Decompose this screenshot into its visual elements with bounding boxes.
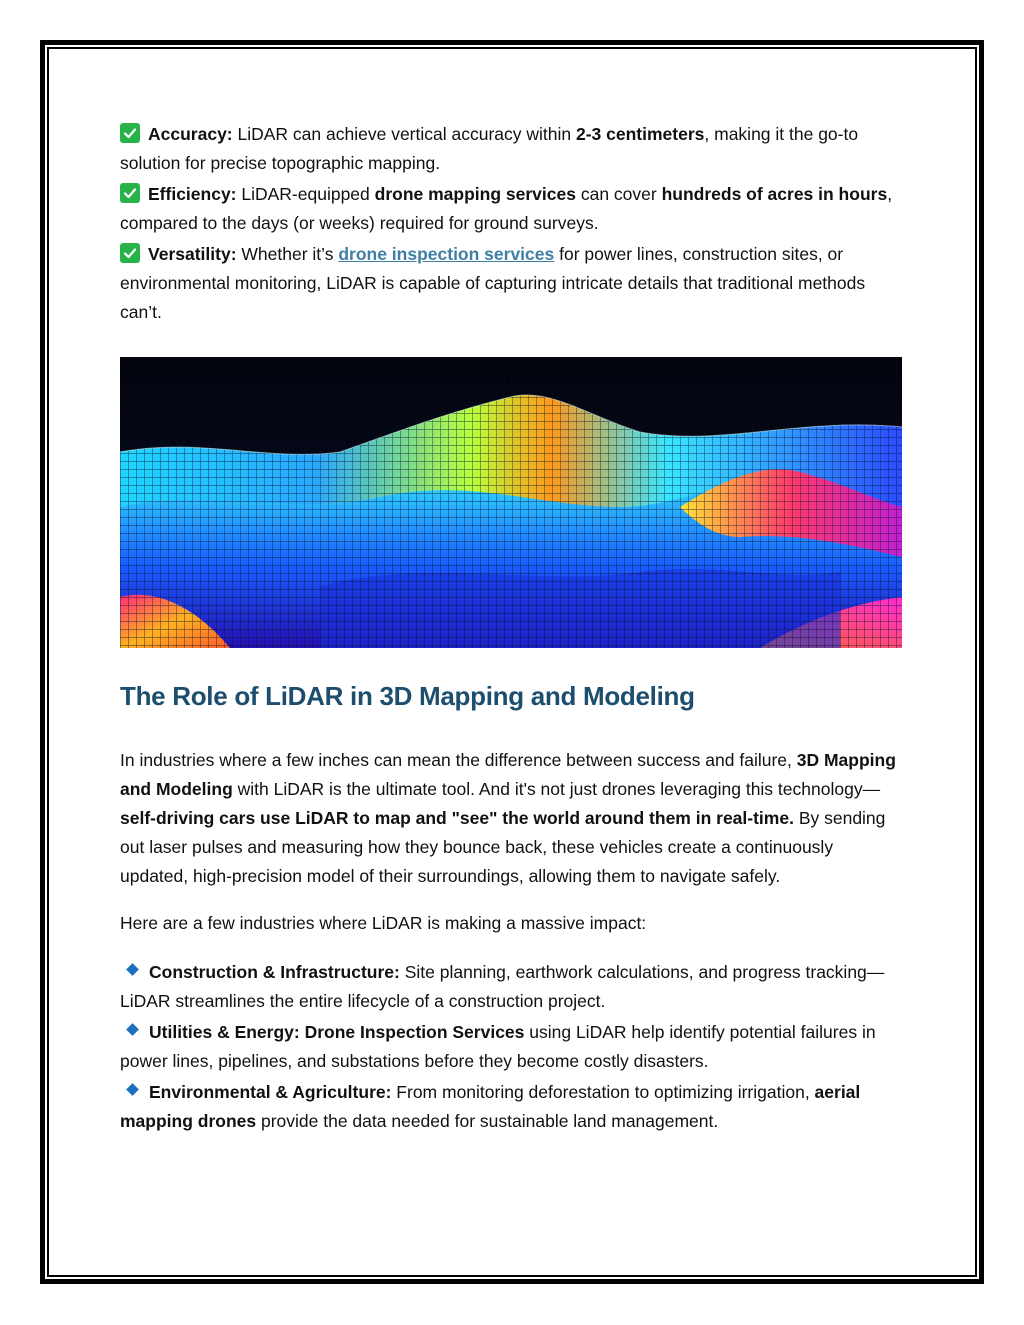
industry-item-environmental <box>120 1078 904 1136</box>
industry-text: From monitoring deforestation to optimizing irrigation, <box>391 1082 815 1102</box>
industry-label: Environmental & Agriculture: <box>149 1082 392 1102</box>
benefit-bold: hundreds of acres in hours <box>661 184 888 204</box>
benefit-item-accuracy <box>120 120 904 178</box>
industry-text: Site planning, earthwork calculations, and progress tracking—LiDAR streamlines the entire lifecycle of a construction project. <box>120 962 885 1011</box>
drone-inspection-services-link[interactable]: drone inspection services <box>338 244 555 264</box>
lidar-terrain-image <box>120 357 902 648</box>
benefit-label: Versatility: <box>148 244 237 264</box>
industry-text: using LiDAR help identify potential failures in power lines, pipelines, and substations before they become costly disasters. <box>120 1022 876 1071</box>
industries-list <box>120 958 904 1136</box>
paragraph-text: In industries where a few inches can mean the difference between success and failure, <box>120 750 797 770</box>
check-mark-icon <box>120 123 140 143</box>
benefit-label: Efficiency: <box>148 184 237 204</box>
diamond-bullet-icon <box>126 963 139 976</box>
benefit-text: , compared to the days (or weeks) required for ground surveys. <box>120 184 893 233</box>
benefit-text: LiDAR can achieve vertical accuracy within <box>232 124 576 144</box>
benefit-item-efficiency <box>120 180 904 238</box>
benefit-label: Accuracy: <box>148 124 233 144</box>
section-heading: The Role of LiDAR in 3D Mapping and Modeling <box>120 681 695 711</box>
benefit-text: for power lines, construction sites, or environmental monitoring, LiDAR is capable of capturing intricate details that traditional methods can’t. <box>120 244 866 322</box>
check-mark-icon <box>120 183 140 203</box>
industry-text: provide the data needed for sustainable land management. <box>256 1111 719 1131</box>
paragraph-text: with LiDAR is the ultimate tool. And it's not just drones leveraging this technology— <box>232 779 881 799</box>
benefit-text: Whether it’s <box>236 244 339 264</box>
benefits-list <box>120 120 904 327</box>
check-mark-icon <box>120 243 140 263</box>
diamond-bullet-icon <box>126 1083 139 1096</box>
section-paragraph <box>120 746 904 891</box>
paragraph-bold: self-driving cars use LiDAR to map and "see" the world around them in real-time. <box>120 808 794 828</box>
industry-item-construction <box>120 958 904 1016</box>
benefit-text: can cover <box>575 184 662 204</box>
benefit-bold: 2-3 centimeters <box>575 124 705 144</box>
paragraph-text: By sending out laser pulses and measuring how they bounce back, these vehicles create a continuously updated, high-precision model of their surroundings, allowing them to navigate safely. <box>120 808 886 886</box>
industry-bold: aerial mapping drones <box>120 1082 861 1131</box>
industry-label: Construction & Infrastructure: <box>149 962 400 982</box>
industries-intro: Here are a few industries where LiDAR is making a massive impact: <box>120 913 647 933</box>
diamond-bullet-icon <box>126 1023 139 1036</box>
benefit-item-versatility <box>120 240 904 327</box>
page-content <box>120 120 904 1138</box>
benefit-text: LiDAR-equipped <box>236 184 375 204</box>
industry-label: Utilities & Energy: Drone Inspection Services <box>149 1022 525 1042</box>
industry-item-utilities <box>120 1018 904 1076</box>
benefit-bold: drone mapping services <box>374 184 576 204</box>
paragraph-bold: 3D Mapping and Modeling <box>120 750 896 799</box>
benefit-text: , making it the go-to solution for precise topographic mapping. <box>120 124 859 173</box>
